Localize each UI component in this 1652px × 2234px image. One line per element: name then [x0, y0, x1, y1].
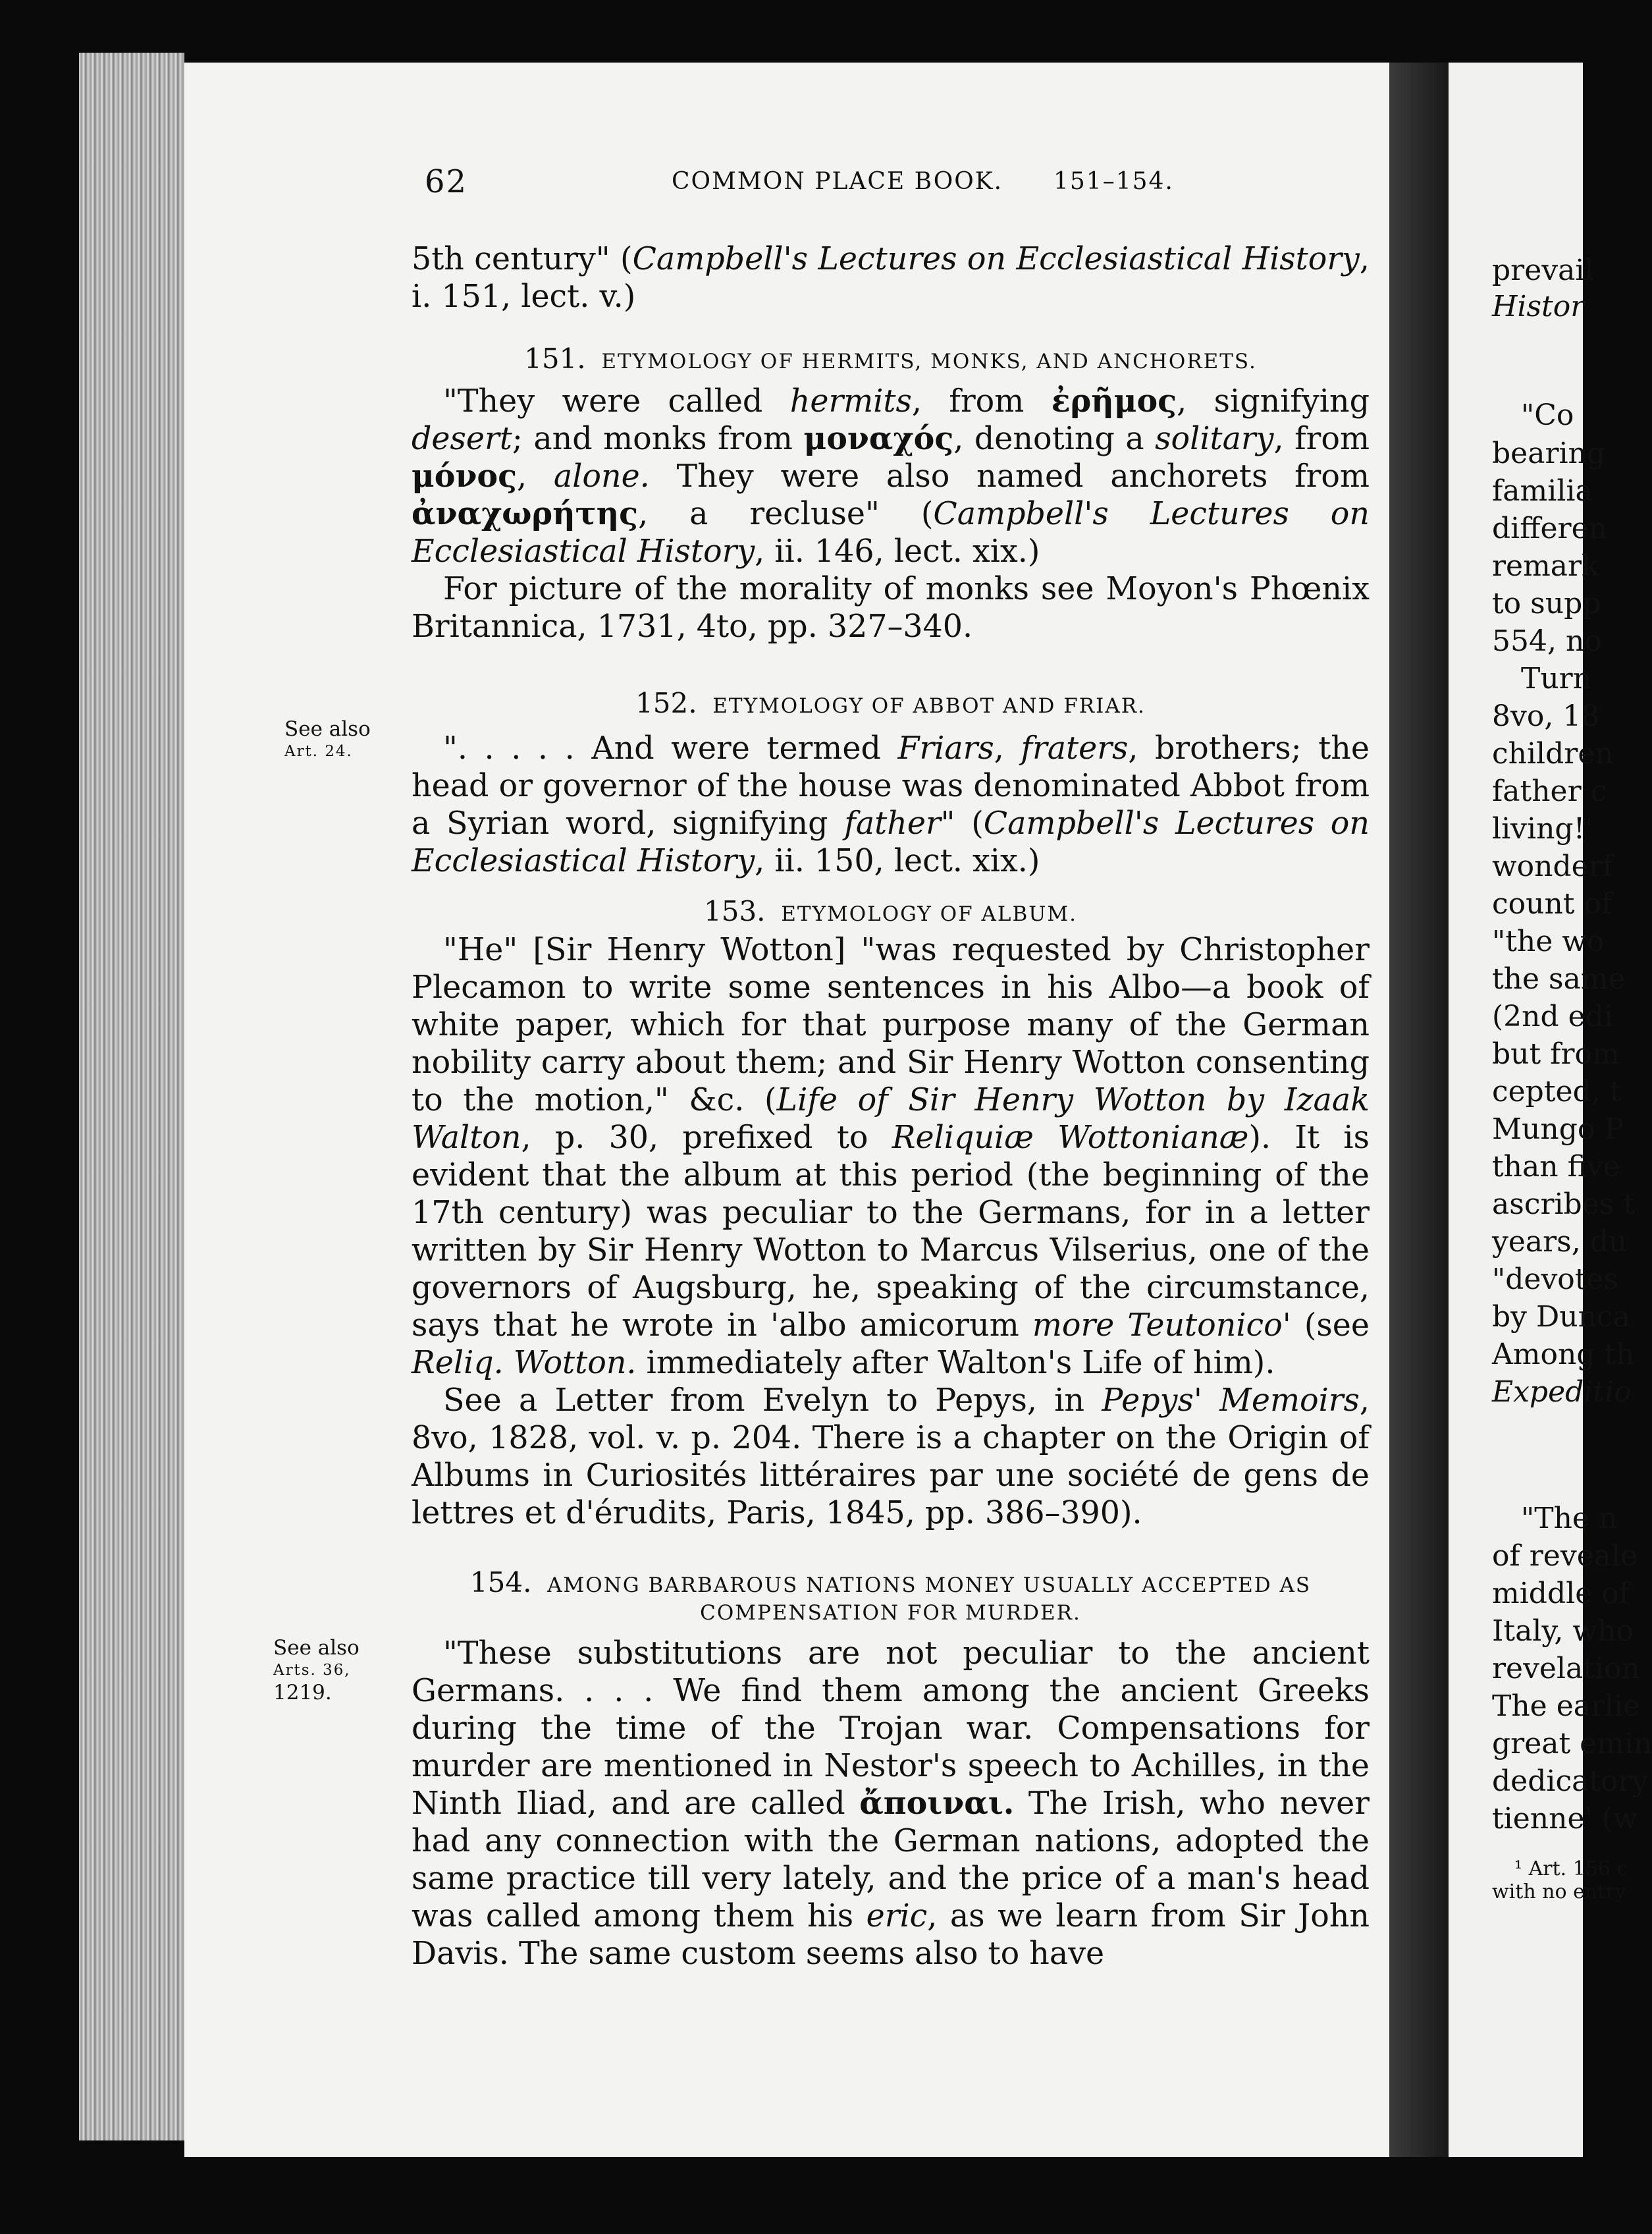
facing-footnote: with no entry [1492, 1880, 1626, 1903]
facing-line: cepted, t [1492, 1075, 1622, 1108]
facing-line: living!' [1492, 812, 1593, 846]
book-page-edges [79, 53, 184, 2140]
main-text-column [412, 240, 1370, 1973]
margin-note-154: See also Arts. 36, 1219. [273, 1636, 360, 1704]
facing-line: "Co [1521, 398, 1574, 432]
facing-line: dedicatory [1492, 1764, 1649, 1798]
article-range: 151–154. [1053, 168, 1174, 195]
facing-line: the same [1492, 962, 1626, 996]
facing-line: of reveale [1492, 1539, 1638, 1573]
facing-line: 8vo, 18 [1492, 699, 1600, 733]
facing-line: Histor [1492, 290, 1585, 323]
section-154-heading-line2: COMPENSATION FOR MURDER. [700, 1601, 1081, 1625]
section-152-paragraph: ". . . . . And were termed Friars, fraters, brothers; the head or governor of the house was denominated Abbot from a Syrian word, signifying father" (Campbell's Lectures on Ecclesiastical History, ii. 150, lect. xix.) [412, 730, 1370, 879]
facing-line: prevail [1492, 254, 1594, 287]
facing-line: count of [1492, 887, 1612, 921]
section-152-heading: 152. ETYMOLOGY OF ABBOT AND FRIAR. [635, 687, 1146, 719]
facing-line: (2nd edi [1492, 1000, 1613, 1033]
facing-line: but from [1492, 1037, 1620, 1071]
intro-line2: i. 151, lect. v.) [412, 279, 636, 315]
facing-line: Italy, who [1492, 1614, 1634, 1648]
running-title: COMMON PLACE BOOK. [672, 168, 1003, 195]
facing-line: bearing [1492, 437, 1606, 470]
section-151-heading: 151. ETYMOLOGY OF HERMITS, MONKS, AND ANCHORETS. [524, 342, 1257, 375]
facing-line: tienne' (w [1492, 1802, 1638, 1836]
section-154-paragraph: "These substitutions are not peculiar to the ancient Germans. . . . We find them among the ancient Greeks during the time of the Trojan war. Compensations for murder are mentioned in Nestor's speech to Achilles, in the Ninth Iliad, and are called ἄποιναι. The Irish, who never had any connection with the German nations, adopted the same practice till very lately, and the price of a man's head was called among them his eric, as we learn from Sir John Davis. The same custom seems also to have [412, 1635, 1370, 1972]
facing-line: great emin [1492, 1727, 1652, 1760]
facing-line: familia [1492, 474, 1593, 508]
margin-note-152: See also Art. 24. [284, 717, 371, 760]
facing-line: than five [1492, 1150, 1620, 1184]
facing-line: remark [1492, 549, 1599, 583]
facing-footnote: ¹ Art. 156 c [1514, 1857, 1628, 1880]
facing-line: father c [1492, 775, 1607, 808]
facing-line: ascribes t [1492, 1187, 1636, 1221]
facing-line: children [1492, 737, 1614, 771]
facing-line: years, du [1492, 1225, 1628, 1259]
facing-page-fragment [1449, 63, 1652, 2157]
facing-line: "devotes [1492, 1263, 1619, 1296]
facing-line: Mungo P [1492, 1112, 1624, 1146]
facing-line: The earlie [1492, 1689, 1641, 1723]
facing-line: by Dunca [1492, 1300, 1630, 1334]
section-151-note: For picture of the morality of monks see Moyon's Phœnix Britannica, 1731, 4to, pp. 327–340. [412, 571, 1370, 645]
facing-line: Expeditio [1492, 1375, 1632, 1409]
facing-line: "The n [1521, 1502, 1618, 1535]
facing-line: wonderf [1492, 850, 1614, 883]
facing-line: differen [1492, 512, 1607, 545]
facing-line: Turn [1521, 662, 1592, 695]
section-153-heading: 153. ETYMOLOGY OF ALBUM. [704, 895, 1077, 927]
section-153-paragraph: "He" [Sir Henry Wotton] "was requested by Christopher Plecamon to write some sentences in his Albo—a book of white paper, which for that purpose many of the German nobility carry about them; and Sir Henry Wotton consenting to the motion," &c. (Life of Sir Henry Wotton by Izaak Walton, p. 30, prefixed to Reliquiæ Wottonianæ). It is evident that the album at this period (the beginning of the 17th century) was peculiar to the Germans, for in a letter written by Sir Henry Wotton to Marcus Vilserius, one of the governors of Augsburg, he, speaking of the circumstance, says that he wrote in 'albo amicorum more Teutonico' (see Reliq. Wotton. immediately after Walton's Life of him). [412, 932, 1370, 1381]
facing-line: revelation [1492, 1652, 1640, 1685]
section-153-note: See a Letter from Evelyn to Pepys, in Pepys' Memoirs, 8vo, 1828, vol. v. p. 204. There is a chapter on the Origin of Albums in Curiosités littéraires par une société de gens de lettres et d'érudits, Paris, 1845, pp. 386–390). [412, 1382, 1370, 1531]
page-number: 62 [425, 163, 468, 200]
section-154-heading: 154. AMONG BARBAROUS NATIONS MONEY USUALLY ACCEPTED AS [469, 1566, 1312, 1598]
facing-line: to supp [1492, 587, 1601, 620]
facing-line: "the wo [1492, 925, 1605, 958]
intro-continuation: 5th century" (Campbell's Lectures on Ecclesiastical History, [412, 241, 1370, 277]
facing-line: middle of [1492, 1577, 1630, 1610]
facing-line: Among th [1492, 1338, 1635, 1371]
section-151-paragraph: "They were called hermits, from ἐρῆμος, signifying desert; and monks from μοναχός, denoting a solitary, from μόνος, alone. They were also named anchorets from ἀναχωρήτης, a recluse" (Campbell's Lectures on Ecclesiastical History, ii. 146, lect. xix.) [412, 383, 1370, 570]
facing-line: 554, no [1492, 624, 1602, 658]
